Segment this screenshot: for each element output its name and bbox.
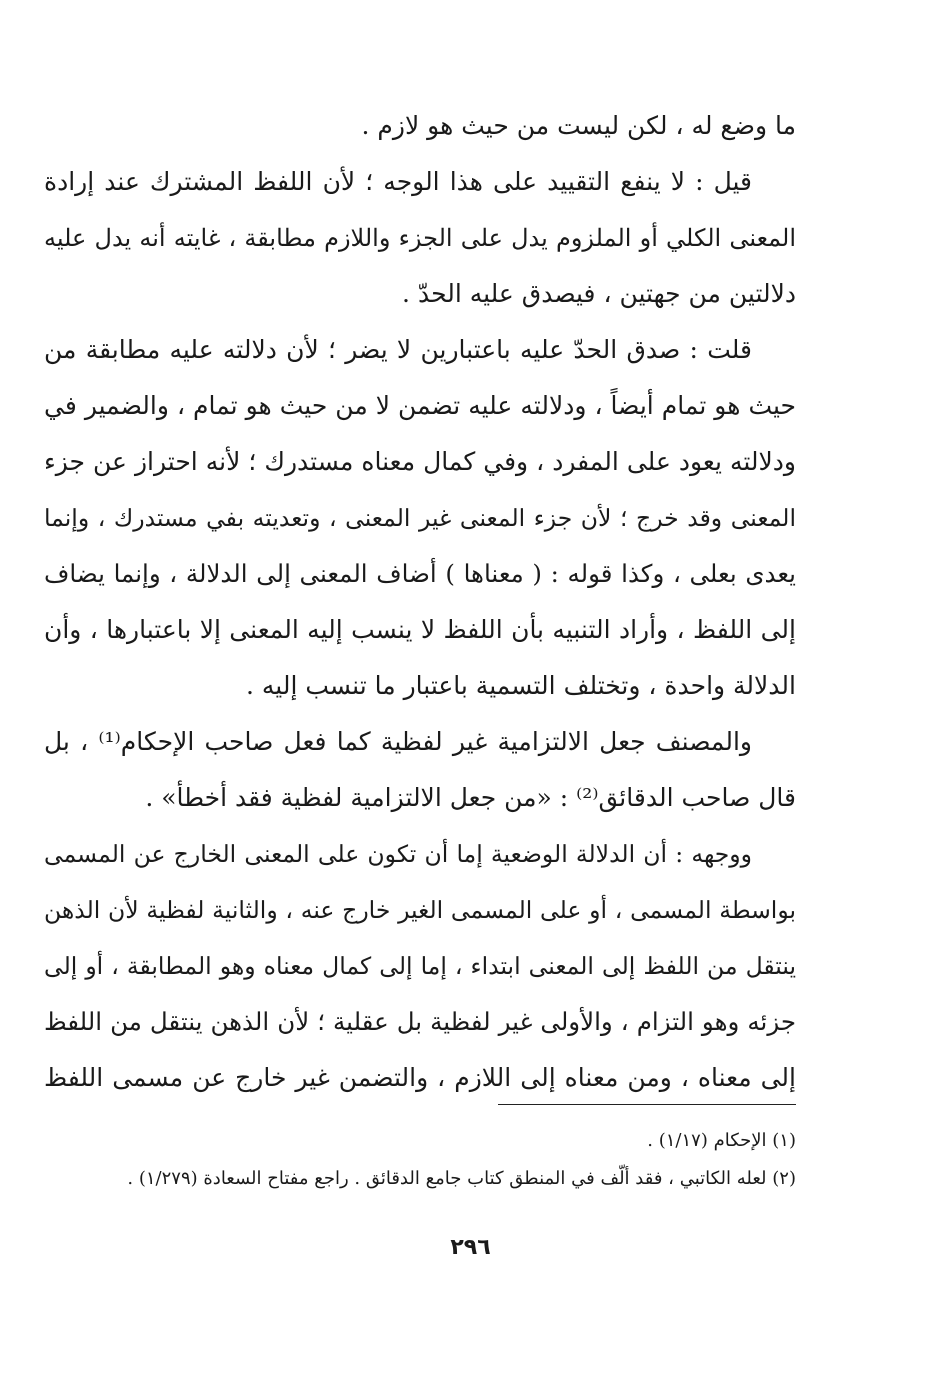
footnotes <box>44 1122 796 1198</box>
footnote: (٢) لعله الكاتبي ، فقد ألّف في المنطق كتاب جامع الدقائق . راجع مفتاح السعادة (١/٢٧٩) . <box>127 1168 796 1189</box>
text-line: دلالتين من جهتين ، فيصدق عليه الحدّ . <box>402 279 796 308</box>
text-line: حيث هو تمام أيضاً ، ودلالته عليه تضمن لا من حيث هو تمام ، والضمير في <box>44 391 796 420</box>
text-line: إلى معناه ، ومن معناه إلى اللازم ، والتضمن غير خارج عن مسمى اللفظ <box>44 1063 796 1092</box>
text-line: قيل : لا ينفع التقييد على هذا الوجه ؛ لأن اللفظ المشترك عند إرادة <box>44 167 752 196</box>
text-line: بواسطة المسمى ، أو على المسمى الغير خارج عنه ، والثانية لفظية لأن الذهن <box>44 896 796 924</box>
text-line: والمصنف جعل الالتزامية غير لفظية كما فعل صاحب الإحكام⁽¹⁾ ، بل <box>44 727 752 756</box>
text-line: جزئه وهو التزام ، والأولى غير لفظية بل عقلية ؛ لأن الذهن ينتقل من اللفظ <box>44 1007 796 1036</box>
text-line: قلت : صدق الحدّ عليه باعتبارين لا يضر ؛ لأن دلالته عليه مطابقة من <box>44 335 752 364</box>
text-line: ما وضع له ، لكن ليست من حيث هو لازم . <box>361 111 796 140</box>
text-line: قال صاحب الدقائق⁽²⁾ : «من جعل الالتزامية لفظية فقد أخطأ» . <box>145 783 796 812</box>
text-line: المعنى وقد خرج ؛ لأن جزء المعنى غير المعنى ، وتعديته بفي مستدرك ، وإنما <box>44 504 796 532</box>
text-line: ينتقل من اللفظ إلى المعنى ابتداء ، إما إلى كمال معناه وهو المطابقة ، أو إلى <box>44 952 796 980</box>
text-line: ودلالته يعود على المفرد ، وفي كمال معناه مستدرك ؛ لأنه احتراز عن جزء <box>44 447 796 476</box>
text-line: المعنى الكلي أو الملزوم يدل على الجزء واللازم مطابقة ، غايته أنه يدل عليه <box>44 224 796 252</box>
body-text <box>44 98 796 1106</box>
text-line: ووجهه : أن الدلالة الوضعية إما أن تكون على المعنى الخارج عن المسمى <box>44 840 752 868</box>
text-line: يعدى بعلى ، وكذا قوله : ( معناها ) أضاف المعنى إلى الدلالة ، وإنما يضاف <box>44 559 796 588</box>
footnote: (١) الإحكام (١/١٧) . <box>647 1130 796 1151</box>
page-number: ٢٩٦ <box>450 1235 491 1260</box>
text-line: الدلالة واحدة ، وتختلف التسمية باعتبار ما تنسب إليه . <box>245 671 796 700</box>
text-line: إلى اللفظ ، وأراد التنبيه بأن اللفظ لا ينسب إليه المعنى إلا باعتبارها ، وأن <box>44 615 796 644</box>
footnote-divider <box>498 1104 796 1105</box>
